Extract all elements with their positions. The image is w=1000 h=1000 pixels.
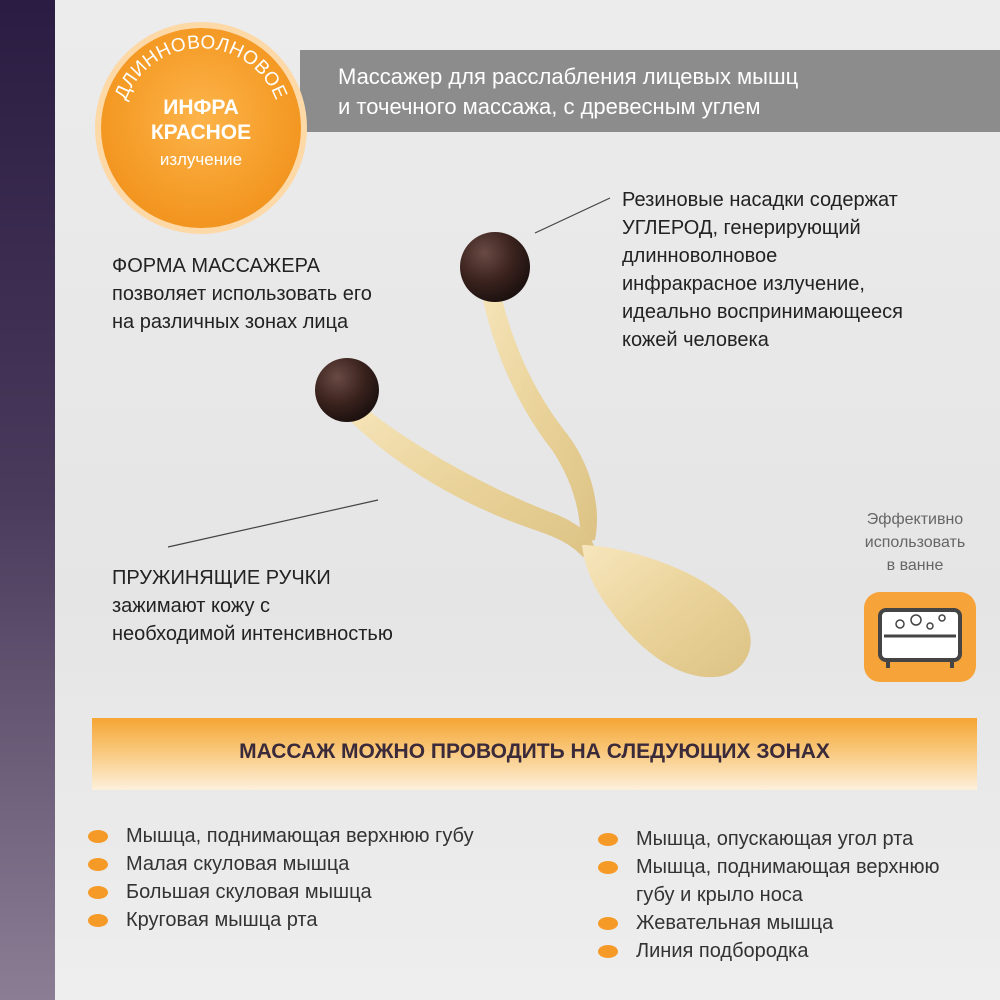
list-item: Мышца, опускающая угол рта xyxy=(598,825,939,853)
callout-shape-body2: на различных зонах лица xyxy=(112,311,349,333)
callout-handles-body2: необходимой интенсивностью xyxy=(112,623,393,645)
list-item: Мышца, поднимающая верхнюю губу xyxy=(88,822,474,850)
callout-tips-line2: УГЛЕРОД, генерирующий xyxy=(622,217,861,239)
massager-spoon xyxy=(582,545,751,677)
callout-handles-title: ПРУЖИНЯЩИЕ РУЧКИ xyxy=(112,567,331,589)
massager-ball-left xyxy=(315,358,379,422)
callout-tips-line4: инфракрасное излучение, xyxy=(622,273,865,295)
list-item: губу и крыло носа xyxy=(636,884,803,906)
bullet-icon xyxy=(88,886,108,899)
bath-caption-line3: в ванне xyxy=(886,557,944,574)
zones-list-right xyxy=(598,825,939,965)
bullet-icon xyxy=(88,830,108,843)
header-title-line2: и точечного массажа, с древесным углем xyxy=(338,94,761,119)
callout-tips-line6: кожей человека xyxy=(622,329,769,351)
zones-banner xyxy=(92,718,977,790)
bullet-icon xyxy=(598,945,618,958)
callout-shape-body1: позволяет использовать его xyxy=(112,283,372,305)
callout-handles-body1: зажимают кожу с xyxy=(112,595,271,617)
callout-tips-line3: длинноволновое xyxy=(622,245,778,267)
zones-banner-title: МАССАЖ МОЖНО ПРОВОДИТЬ НА СЛЕДУЮЩИХ ЗОНАХ xyxy=(239,740,830,763)
badge-line1: ИНФРА xyxy=(163,96,239,119)
callout-shape-title: ФОРМА МАССАЖЕРА xyxy=(112,255,320,277)
badge-line3: излучение xyxy=(159,150,243,169)
bullet-icon xyxy=(598,861,618,874)
list-item: Круговая мышца рта xyxy=(88,906,474,934)
bath-caption xyxy=(840,508,990,577)
massager-device xyxy=(290,225,770,695)
bullet-icon xyxy=(88,914,108,927)
massager-ball-right xyxy=(460,232,530,302)
list-item: Жевательная мышца xyxy=(598,909,939,937)
zones-list-left xyxy=(88,822,474,934)
bullet-icon xyxy=(598,833,618,846)
bath-caption-line2: использовать xyxy=(864,534,966,551)
callout-tips-line5: идеально воспринимающееся xyxy=(622,301,903,323)
bullet-icon xyxy=(88,858,108,871)
bath-caption-line1: Эффективно xyxy=(866,511,964,528)
bathtub-icon xyxy=(864,592,976,682)
badge-arc-text: ДЛИННОВОЛНОВОЕ xyxy=(111,31,291,103)
list-item: Малая скуловая мышца xyxy=(88,850,474,878)
header-title-line1: Массажер для расслабления лицевых мышц xyxy=(338,64,799,89)
bullet-icon xyxy=(598,917,618,930)
list-item: Большая скуловая мышца xyxy=(88,878,474,906)
callout-tips-line1: Резиновые насадки содержат xyxy=(622,189,898,211)
massager-arm-left xyxy=(340,395,595,557)
list-item: Линия подбородка xyxy=(598,937,939,965)
list-item: Мышца, поднимающая верхнюю xyxy=(598,853,939,881)
badge-line2: КРАСНОЕ xyxy=(150,121,252,144)
